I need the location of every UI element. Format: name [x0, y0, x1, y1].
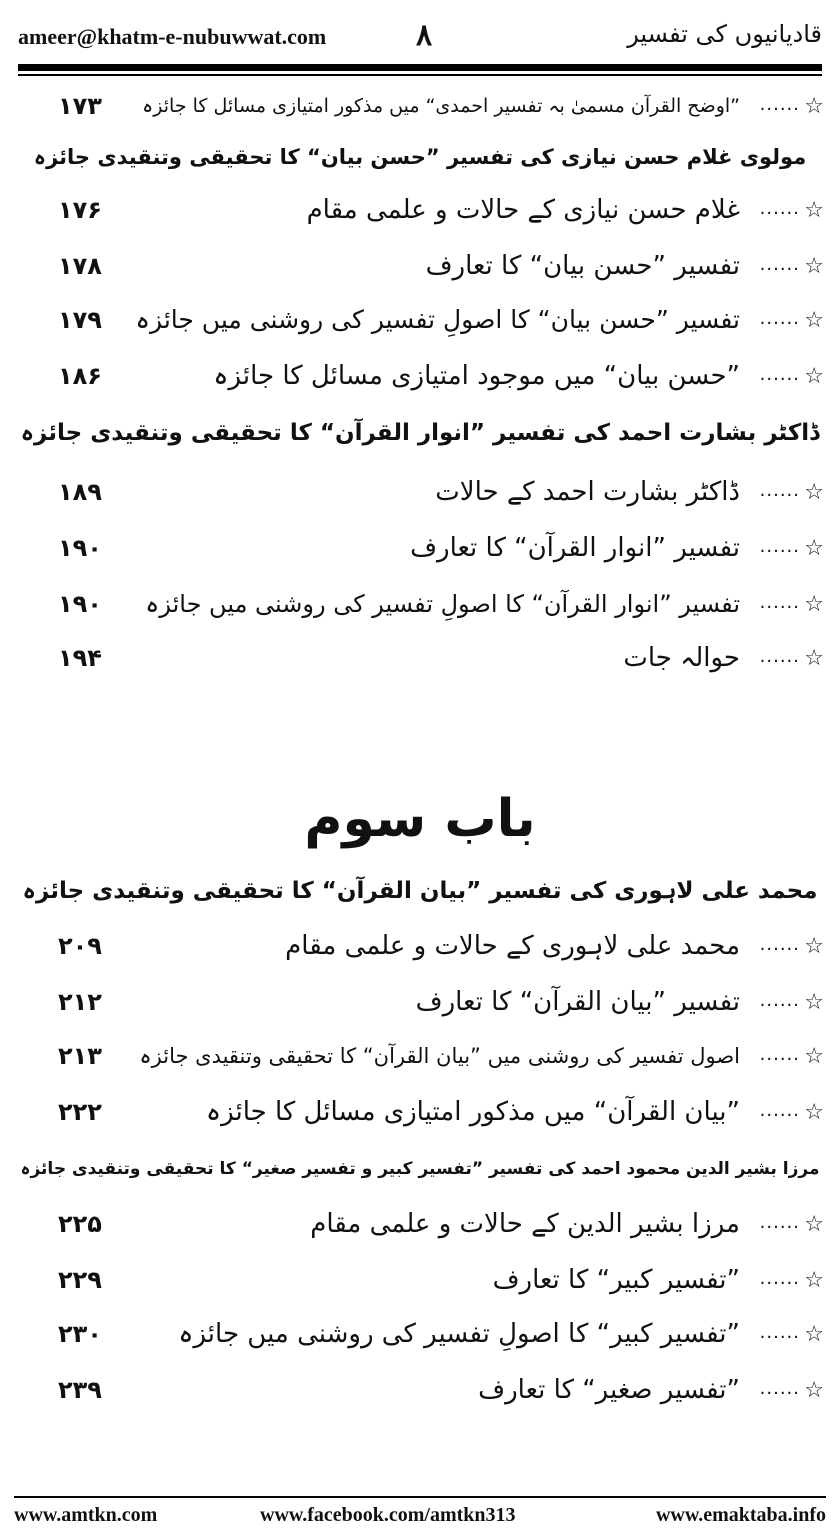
toc-entry	[40, 358, 824, 398]
leader-dots: ......	[759, 94, 800, 115]
entry-title: غلام حسن نیازی کے حالات و علمی مقام	[306, 195, 740, 225]
header-rule-thick	[18, 64, 822, 71]
page-footer	[14, 1500, 826, 1530]
leader-dots: ......	[759, 364, 800, 385]
section-heading: مرزا بشیر الدین محمود احمد کی تفسیر ”تفسیر کبیر و تفسیر صغیر“ کا تحقیقی وتنقیدی جائزہ	[20, 1159, 820, 1179]
entry-page-number: ۱۹۴	[58, 644, 102, 672]
entry-page-number: ۱۸۹	[58, 478, 102, 506]
toc-entry	[40, 586, 824, 626]
entry-page-number: ۱۸۶	[58, 362, 102, 390]
entry-title: ”حسن بیان“ میں موجود امتیازی مسائل کا جائزہ	[213, 361, 740, 391]
page-header	[18, 18, 822, 58]
entry-title: حوالہ جات	[623, 643, 740, 673]
entry-title: تفسیر ”حسن بیان“ کا اصولِ تفسیر کی روشنی میں جائزہ	[135, 305, 740, 334]
entry-title: اصول تفسیر کی روشنی میں ”بیان القرآن“ کا تحقیقی وتنقیدی جائزہ	[139, 1044, 740, 1068]
entry-page-number: ۱۹۰	[58, 534, 102, 562]
entry-page-number: ۲۰۹	[58, 932, 102, 960]
header-email: ameer@khatm-e-nubuwwat.com	[18, 24, 327, 49]
star-icon: ☆	[804, 308, 824, 333]
toc-entry	[40, 248, 824, 288]
footer-site-amtkn: www.amtkn.com	[14, 1504, 158, 1526]
star-icon: ☆	[804, 480, 824, 505]
section-heading: ڈاکٹر بشارت احمد کی تفسیر ”انوار القرآن“ کا تحقیقی وتنقیدی جائزہ	[20, 420, 820, 446]
section-heading: مولوی غلام حسن نیازی کی تفسیر ”حسن بیان“ کا تحقیقی وتنقیدی جائزہ	[33, 145, 807, 169]
header-book-title: قادیانیوں کی تفسیر	[627, 20, 822, 48]
toc-entry	[40, 88, 824, 128]
entry-page-number: ۱۷۶	[58, 196, 102, 224]
entry-page-number: ۱۷۸	[58, 252, 102, 280]
entry-page-number: ۱۷۳	[58, 92, 102, 120]
entry-page-number: ۲۲۹	[58, 1266, 102, 1294]
footer-site-emaktaba: www.emaktaba.info	[655, 1504, 826, 1526]
toc-entry	[40, 192, 824, 232]
star-icon: ☆	[804, 1044, 824, 1069]
star-icon: ☆	[804, 1378, 824, 1403]
toc-entry	[40, 302, 824, 342]
star-icon: ☆	[804, 990, 824, 1015]
leader-dots: ......	[759, 198, 800, 219]
entry-page-number: ۲۳۹	[58, 1376, 102, 1404]
entry-title: تفسیر ”انوار القرآن“ کا اصولِ تفسیر کی روشنی میں جائزہ	[145, 590, 740, 618]
toc-entry	[40, 1262, 824, 1302]
star-icon: ☆	[804, 254, 824, 279]
leader-dots: ......	[759, 1268, 800, 1289]
footer-rule	[14, 1496, 826, 1498]
star-icon: ☆	[804, 592, 824, 617]
star-icon: ☆	[804, 94, 824, 119]
header-page-number: ۸	[416, 18, 433, 53]
leader-dots: ......	[759, 1322, 800, 1343]
entry-page-number: ۲۱۳	[58, 1042, 102, 1070]
star-icon: ☆	[804, 198, 824, 223]
leader-dots: ......	[759, 646, 800, 667]
star-icon: ☆	[804, 364, 824, 389]
toc-entry	[40, 1206, 824, 1246]
star-icon: ☆	[804, 1100, 824, 1125]
entry-title: محمد علی لاہوری کے حالات و علمی مقام	[285, 931, 740, 961]
toc-entry	[40, 1094, 824, 1134]
entry-title: مرزا بشیر الدین کے حالات و علمی مقام	[310, 1209, 740, 1239]
footer-site-facebook: www.facebook.com/amtkn313	[260, 1504, 516, 1526]
entry-page-number: ۱۷۹	[58, 306, 102, 334]
entry-title: تفسیر ”انوار القرآن“ کا تعارف	[410, 533, 740, 563]
header-rule-thin	[18, 74, 822, 76]
star-icon: ☆	[804, 934, 824, 959]
entry-page-number: ۲۱۲	[58, 988, 102, 1016]
leader-dots: ......	[759, 1100, 800, 1121]
entry-title: ڈاکٹر بشارت احمد کے حالات	[435, 477, 740, 507]
leader-dots: ......	[759, 934, 800, 955]
toc-entry	[40, 474, 824, 514]
entry-title: ”اوضح القرآن مسمیٰ بہ تفسیر احمدی“ میں مذکور امتیازی مسائل کا جائزہ	[142, 95, 740, 117]
toc-entry	[40, 640, 824, 680]
star-icon: ☆	[804, 1212, 824, 1237]
leader-dots: ......	[759, 592, 800, 613]
leader-dots: ......	[759, 990, 800, 1011]
entry-title: ”تفسیر صغیر“ کا تعارف	[478, 1375, 740, 1405]
entry-title: تفسیر ”بیان القرآن“ کا تعارف	[415, 987, 740, 1017]
toc-entry	[40, 530, 824, 570]
star-icon: ☆	[804, 1322, 824, 1347]
entry-page-number: ۲۲۲	[58, 1098, 102, 1126]
toc-entry	[40, 928, 824, 968]
toc-entry	[40, 1038, 824, 1078]
leader-dots: ......	[759, 1212, 800, 1233]
chapter-title: باب سوم	[304, 789, 536, 849]
entry-title: ”تفسیر کبیر“ کا تعارف	[492, 1265, 740, 1295]
entry-title: ”تفسیر کبیر“ کا اصولِ تفسیر کی روشنی میں جائزہ	[178, 1319, 740, 1349]
leader-dots: ......	[759, 308, 800, 329]
leader-dots: ......	[759, 254, 800, 275]
star-icon: ☆	[804, 536, 824, 561]
leader-dots: ......	[759, 1044, 800, 1065]
section-heading: محمد علی لاہوری کی تفسیر ”بیان القرآن“ کا تحقیقی وتنقیدی جائزہ	[22, 878, 818, 904]
star-icon: ☆	[804, 646, 824, 671]
leader-dots: ......	[759, 536, 800, 557]
toc-entry	[40, 1316, 824, 1356]
star-icon: ☆	[804, 1268, 824, 1293]
leader-dots: ......	[759, 480, 800, 501]
entry-page-number: ۲۳۰	[58, 1320, 102, 1348]
toc-entry	[40, 984, 824, 1024]
toc-entry	[40, 1372, 824, 1412]
entry-title: ”بیان القرآن“ میں مذکور امتیازی مسائل کا جائزہ	[205, 1097, 740, 1127]
entry-page-number: ۲۲۵	[58, 1210, 102, 1238]
entry-title: تفسیر ”حسن بیان“ کا تعارف	[425, 251, 740, 281]
leader-dots: ......	[759, 1378, 800, 1399]
entry-page-number: ۱۹۰	[58, 590, 102, 618]
